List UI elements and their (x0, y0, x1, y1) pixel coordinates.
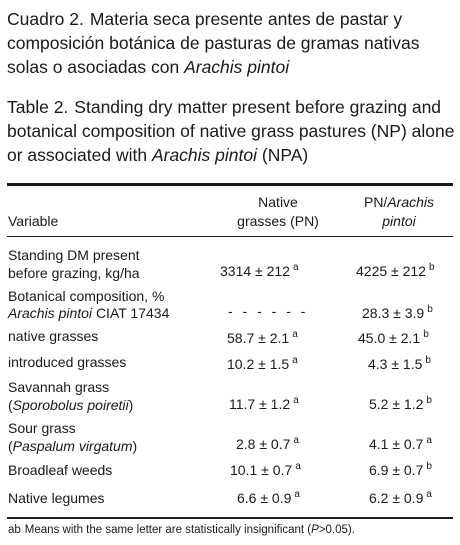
row-label: Standing DM present (8, 247, 140, 263)
footnote-marker: ab (8, 524, 21, 536)
row-label: Broadleaf weeds (8, 462, 113, 478)
column-header-pn-arachis (350, 193, 448, 231)
species-name: Sporobolus poiretii (12, 397, 129, 413)
significance-letter: a (426, 435, 432, 446)
caption-label: Table 2. (7, 97, 69, 117)
header-line: Native (258, 194, 298, 210)
row-label (8, 396, 133, 414)
significance-letter: a (292, 355, 298, 366)
cell-value: 6.9 ± 0.7 (369, 462, 424, 478)
significance-letter: b (425, 355, 431, 366)
species-name: Arachis pintoi (184, 57, 290, 77)
cell-value: 10.2 ± 1.5 (227, 356, 290, 372)
significance-letter: a (426, 489, 432, 500)
caption-line: composición botánica de pasturas de gramas nativas (7, 33, 420, 53)
table-top-rule (7, 183, 453, 186)
cell-value: 10.1 ± 0.7 (230, 462, 293, 478)
significance-letter: a (292, 262, 299, 273)
row-label (8, 304, 169, 322)
cell-native-grasses (220, 262, 299, 283)
row-label: Savannah grass (8, 379, 110, 395)
significance-letter: a (293, 435, 299, 446)
caption-line: (NPA) (261, 145, 309, 165)
column-header-variable: Variable (8, 213, 59, 229)
footnote-text: Means with the same letter are statistically insignificant ( (24, 524, 312, 536)
header-line: PN/ (363, 194, 388, 210)
row-label (8, 437, 137, 455)
cell-value: 3314 ± 212 (220, 263, 290, 279)
cell-value: 58.7 ± 2.1 (227, 330, 290, 346)
row-label-suffix: CIAT 17434 (95, 305, 170, 321)
footnote-p: P (311, 524, 319, 536)
significance-letter: b (423, 329, 429, 340)
species-name: pintoi (382, 213, 416, 229)
cell-value: 4.3 ± 1.5 (368, 356, 423, 372)
table-header-rule (7, 236, 453, 237)
row-label: introduced grasses (8, 354, 127, 370)
table-footnote (8, 522, 355, 538)
cell-pn-arachis (362, 304, 433, 325)
cell-pn-arachis (358, 329, 429, 350)
column-header-native-grasses (218, 193, 338, 231)
caption-spanish (7, 7, 457, 79)
significance-letter: a (292, 329, 298, 340)
cell-value: 6.6 ± 0.9 (237, 490, 292, 506)
cell-value: 4225 ± 212 (356, 263, 426, 279)
cell-native-grasses (237, 489, 300, 510)
caption-line: Standing dry matter present before grazing and (74, 97, 442, 117)
cell-native-grasses (236, 435, 299, 456)
cell-pn-arachis (368, 355, 431, 376)
cell-pn-arachis (356, 262, 435, 283)
cell-value: 28.3 ± 3.9 (362, 305, 425, 321)
row-label: native grasses (8, 328, 99, 344)
caption-line: solas o asociadas con (7, 57, 180, 77)
cell-native-grasses (227, 355, 298, 376)
significance-letter: a (293, 395, 299, 406)
footnote-text: >0.05). (318, 524, 355, 536)
caption-label: Cuadro 2. (7, 9, 84, 29)
significance-letter: b (427, 304, 433, 315)
significance-letter: b (426, 461, 432, 472)
cell-pn-arachis (369, 489, 432, 510)
cell-pn-arachis (369, 395, 432, 416)
table-bottom-rule (7, 517, 453, 519)
cell-native-grasses: - - - - - - (228, 303, 309, 319)
row-label: Native legumes (8, 490, 105, 506)
paren: ) (128, 397, 134, 413)
caption-line: or associated with (7, 145, 148, 165)
row-label: Sour grass (8, 420, 76, 436)
cell-native-grasses (229, 395, 299, 416)
caption-line: botanical composition of native grass pastures (NP) alone (7, 121, 455, 141)
cell-pn-arachis (369, 435, 432, 456)
cell-value: 11.7 ± 1.2 (229, 396, 291, 412)
paren: ) (132, 438, 138, 454)
cell-value: 2.8 ± 0.7 (236, 436, 291, 452)
significance-letter: a (294, 489, 300, 500)
species-name: Arachis pintoi (151, 145, 258, 165)
cell-value: 45.0 ± 2.1 (358, 330, 421, 346)
species-name: Arachis (387, 194, 435, 210)
cell-value: 5.2 ± 1.2 (369, 396, 424, 412)
cell-value: 4.1 ± 0.7 (369, 436, 424, 452)
significance-letter: b (428, 262, 435, 273)
cell-value: 6.2 ± 0.9 (369, 490, 424, 506)
paren: ( (8, 438, 13, 454)
caption-english (7, 95, 457, 167)
header-line: grasses (PN) (237, 213, 319, 229)
paren: ( (8, 397, 13, 413)
row-label: before grazing, kg/ha (8, 265, 140, 281)
row-label: Botanical composition, % (8, 288, 165, 304)
cell-native-grasses (227, 329, 298, 350)
cell-native-grasses (230, 461, 301, 482)
caption-line: Materia seca presente antes de pastar y (89, 9, 403, 29)
cell-pn-arachis (369, 461, 432, 482)
significance-letter: a (295, 461, 301, 472)
species-name: Arachis pintoi (8, 305, 93, 321)
species-name: Paspalum virgatum (12, 438, 133, 454)
significance-letter: b (426, 395, 432, 406)
